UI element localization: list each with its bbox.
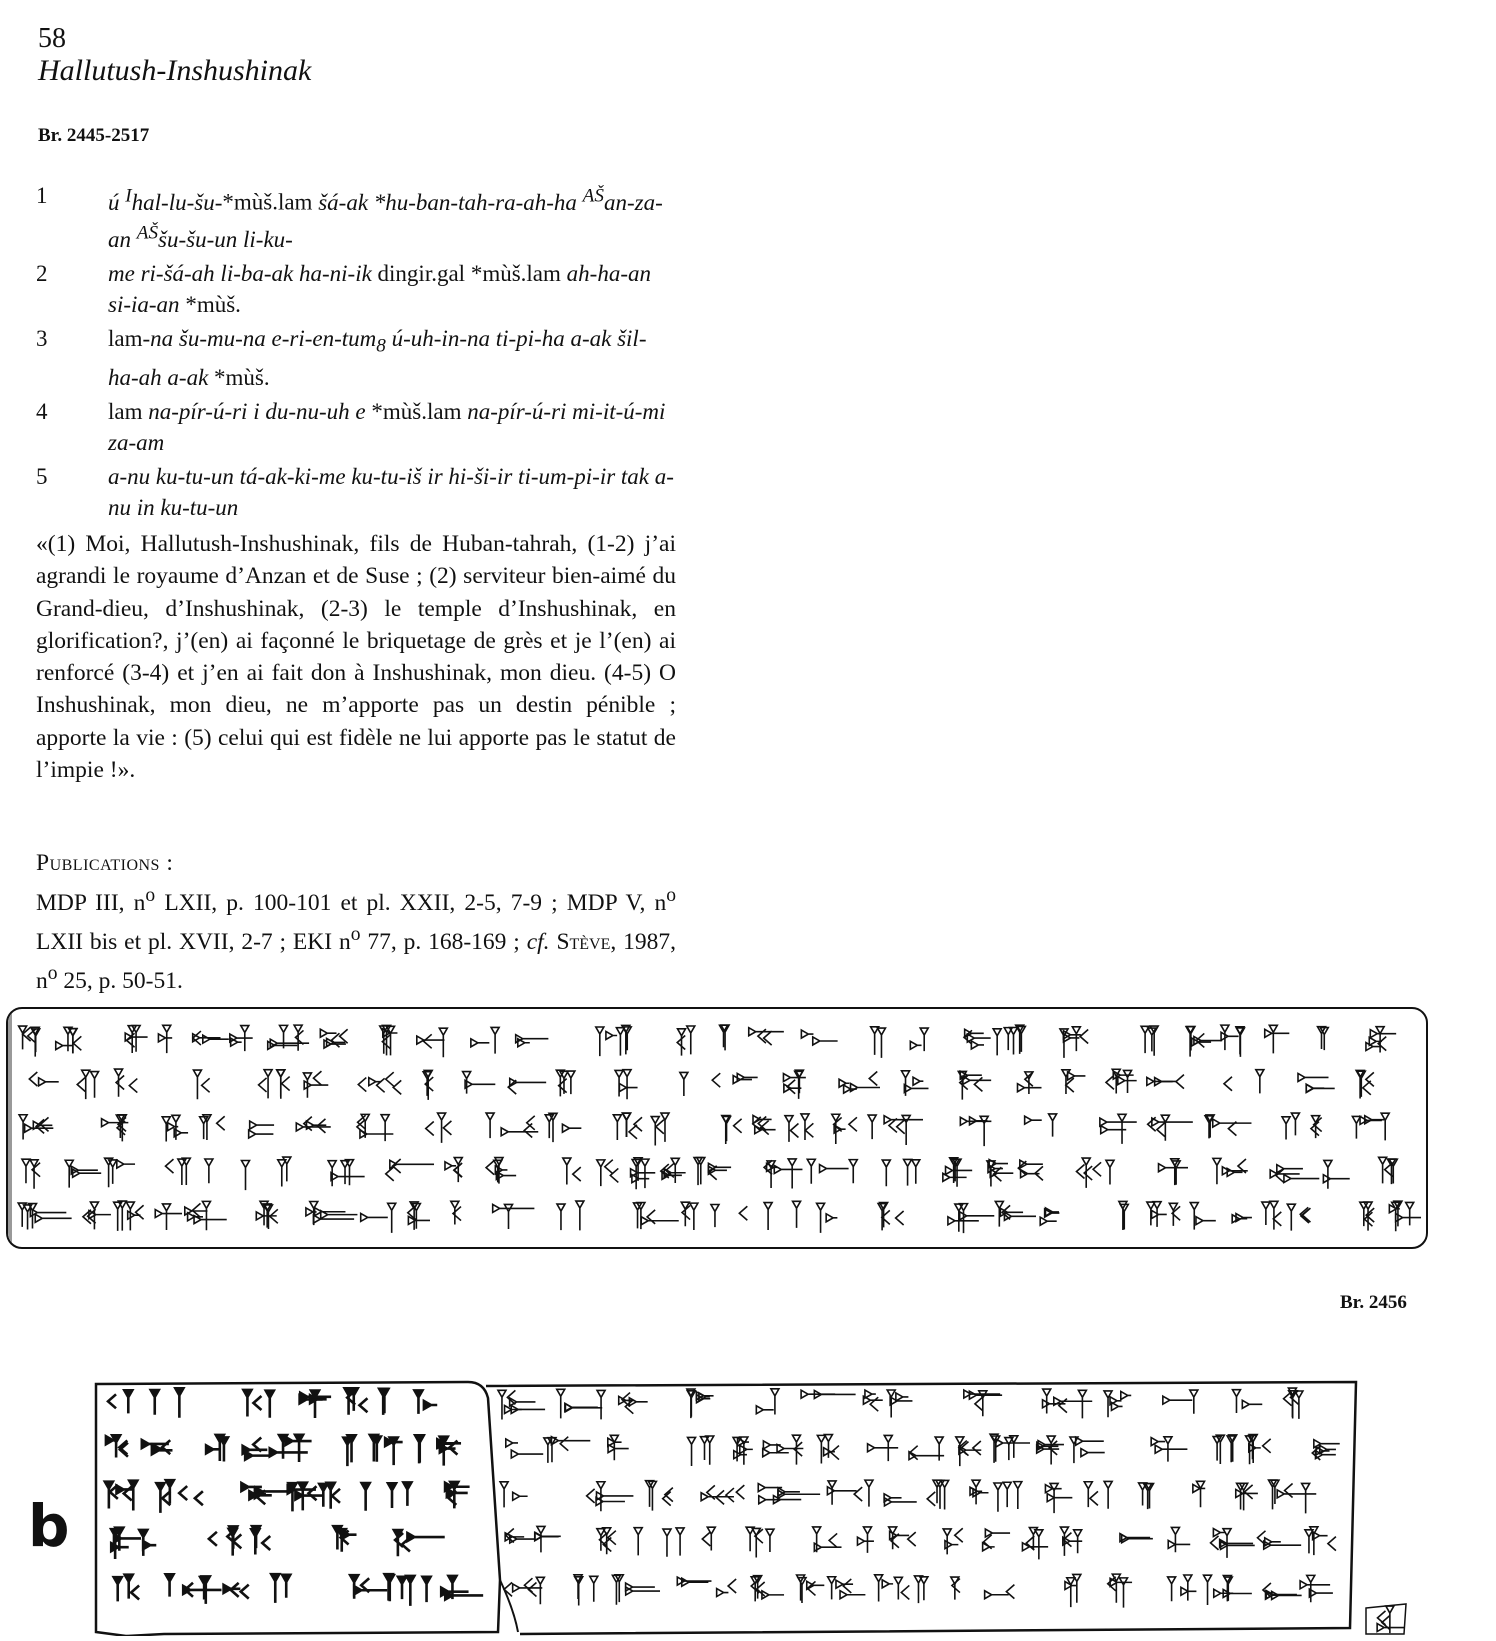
page-number: 58: [38, 23, 66, 54]
publications-heading: Publications :: [36, 850, 174, 876]
page-title: Hallutush-Inshushinak: [38, 54, 312, 87]
cuneiform-tablet-a-drawing: [6, 1007, 1428, 1249]
line-text: me ri-šá-ah li-ba-ak ha-ni-ik dingir.gal *mùš.lam ah-ha-an si-ia-an *mùš.: [108, 261, 651, 318]
figure-caption: Br. 2456: [1340, 1292, 1407, 1313]
transliteration-line: [36, 180, 676, 255]
line-text: lam na-pír-ú-ri i du-nu-uh e *mùš.lam na-pír-ú-ri mi-it-ú-mi za-am: [108, 398, 666, 455]
translation-paragraph: «(1) Moi, Hallutush-Inshushinak, fils de Huban-tahrah, (1-2) j’ai agrandi le royaume d’Anzan et de Suse ; (2) serviteur bien-aimé du Grand-dieu, d’Inshushinak, (2-3) le temple d’Inshushinak, en glorification?, j’(en) ai façonné le briquetage de grès et je l’(en) ai renforcé (3-4) et j’en ai fait don à Inshushinak, mon dieu. (4-5) O Inshushinak, mon dieu, ne m’apporte pas un destin pénible ; apporte la vie : (5) celui qui est fidèle ne lui apporte pas le statut de l’impie !».: [36, 531, 676, 784]
publications: [36, 848, 676, 997]
line-number: 1: [36, 183, 48, 208]
transliteration-line: [36, 323, 676, 393]
transliteration-line: [36, 461, 676, 523]
transliteration-line: [36, 396, 676, 458]
transliteration-line: [36, 258, 676, 320]
line-text: ú $^I$hal-lu-šu-*mùš.lam šá-ak *hu-ban-tah-ra-ah-ha $^{AŠ}$an-za-an $^{AŠ}$šu-šu-un li-ku-: [108, 185, 663, 253]
publications-text: MDP III, $n^o$ LXII, p. 100-101 et pl. XXII, 2-5, 7-9 ; MDP V, $n^o$ LXII bis et pl. XVII, 2-7 ; EKI $n^o$ 77, p. 168-169 ; cf. Stève, 1987, $n^o$ 25, p. 50-51.: [36, 884, 677, 994]
cuneiform-signs-a: [8, 1009, 1428, 1249]
figure-label-b: b: [28, 1492, 70, 1560]
line-text: a-nu ku-tu-un tá-ak-ki-me ku-tu-iš ir hi-ši-ir ti-um-pi-ir tak a-nu in ku-tu-un: [108, 463, 674, 520]
cuneiform-signs-b: [0, 1370, 1496, 1636]
line-number: 3: [36, 326, 48, 352]
cuneiform-tablet-b-drawing: [0, 1370, 1496, 1636]
line-number: 5: [36, 463, 48, 489]
line-text: lam-na šu-mu-na e-ri-en-tum$_8$ ú-uh-in-na ti-pi-ha a-ak šil-ha-ah a-ak *mùš.: [108, 326, 647, 390]
line-number: 4: [36, 398, 48, 424]
line-number: 2: [36, 261, 48, 287]
inventory-siglum: Br. 2445-2517: [38, 125, 150, 146]
transliteration: [36, 180, 676, 526]
